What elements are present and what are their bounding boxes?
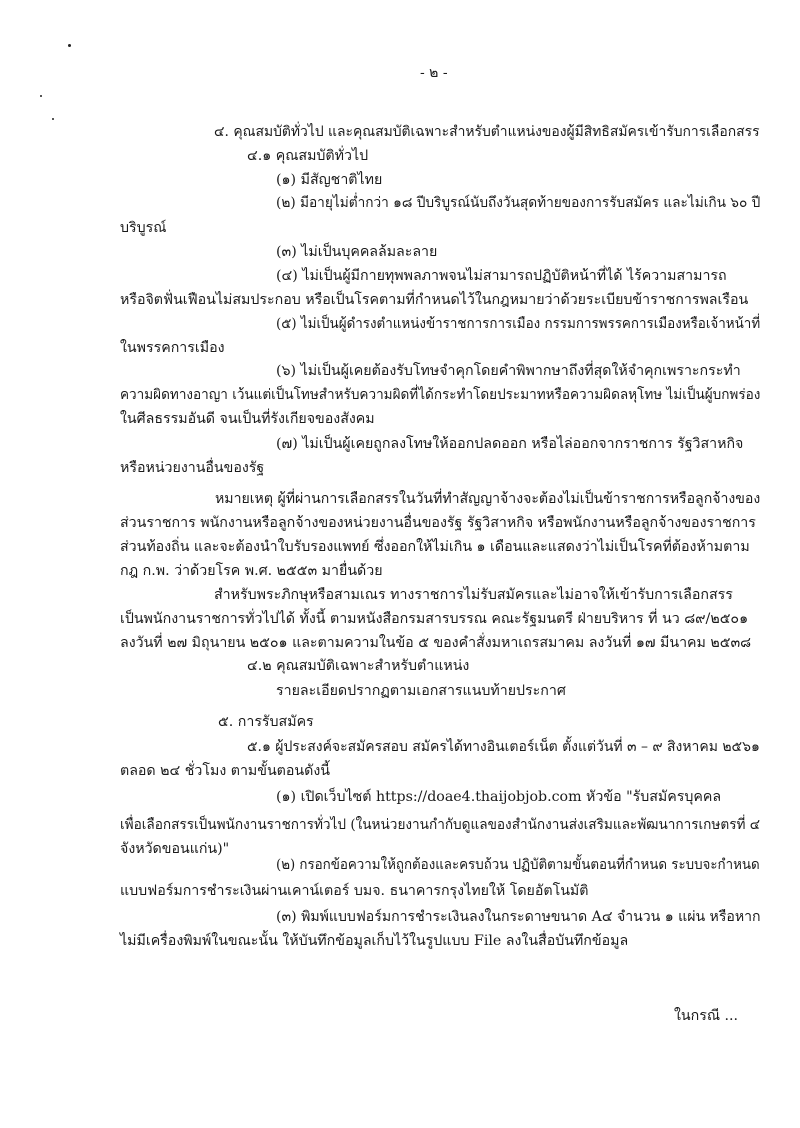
scan-speck	[52, 118, 54, 120]
qualification-6-cont-1: ความผิดทางอาญา เว้นแต่เป็นโทษสำหรับความผิดที่ได้กระทำโดยประมาทหรือความผิดลหุโทษ ไม่เป็นผู้บกพร่อง	[120, 387, 761, 403]
continuation-note: ในกรณี ...	[674, 1008, 739, 1024]
qualification-6-cont-2: ในศีลธรรมอันดี จนเป็นที่รังเกียจของสังคม	[120, 411, 375, 427]
qualification-4-cont: หรือจิตฟั่นเฟือนไม่สมประกอบ หรือเป็นโรคตามที่กำหนดไว้ในกฎหมายว่าด้วยระเบียบข้าราชการพลเรือน	[120, 292, 749, 308]
monk-note-3: ลงวันที่ ๒๗ มิถุนายน ๒๕๐๑ และตามความในข้อ ๕ ของคำสั่งมหาเถรสมาคม ลงวันที่ ๑๗ มีนาคม ๒๕๓๘	[120, 635, 752, 651]
qualification-7: (๗) ไม่เป็นผู้เคยถูกลงโทษให้ออกปลดออก หรือไล่ออกจากราชการ รัฐวิสาหกิจ	[276, 436, 744, 452]
section-4-2-heading: ๔.๒ คุณสมบัติเฉพาะสำหรับตำแหน่ง	[247, 658, 470, 674]
qualification-5: (๕) ไม่เป็นผู้ดำรงตำแหน่งข้าราชการการเมือง กรรมการพรรคการเมืองหรือเจ้าหน้าที่	[276, 316, 761, 332]
step-3-cont: ไม่มีเครื่องพิมพ์ในขณะนั้น ให้บันทึกข้อมูลเก็บไว้ในรูปแบบ File ลงในสื่อบันทึกข้อมูล	[120, 933, 629, 949]
qualification-5-cont: ในพรรคการเมือง	[120, 340, 225, 356]
qualification-1: (๑) มีสัญชาติไทย	[276, 172, 383, 188]
step-1-cont-1: เพื่อเลือกสรรเป็นพนักงานราชการทั่วไป (ในหน่วยงานกำกับดูแลของสำนักงานส่งเสริมและพัฒนาการเกษตรที่ ๔	[120, 817, 761, 833]
step-2-cont: แบบฟอร์มการชำระเงินผ่านเคาน์เตอร์ บมจ. ธนาคารกรุงไทยให้ โดยอัตโนมัติ	[120, 883, 589, 899]
section-5-heading: ๕. การรับสมัคร	[218, 714, 314, 730]
page-number: - ๒ -	[420, 65, 448, 81]
section-4-2-detail: รายละเอียดปรากฏตามเอกสารแนบท้ายประกาศ	[276, 683, 566, 699]
remark-line-4: กฎ ก.พ. ว่าด้วยโรค พ.ศ. ๒๕๕๓ มายื่นด้วย	[120, 563, 383, 579]
scan-speck	[68, 44, 71, 47]
remark-line-3: ส่วนท้องถิ่น และจะต้องนำใบรับรองแพทย์ ซึ่งออกให้ไม่เกิน ๑ เดือนและแสดงว่าไม่เป็นโรคที่ต้องห้ามตาม	[120, 539, 750, 555]
qualification-7-cont: หรือหน่วยงานอื่นของรัฐ	[120, 460, 265, 476]
qualification-2-cont: บริบูรณ์	[120, 220, 167, 236]
monk-note-2: เป็นพนักงานราชการทั่วไปได้ ทั้งนี้ ตามหนังสือกรมสารบรรณ คณะรัฐมนตรี ฝ่ายบริหาร ที่ นว ๘๙/๒๕๐๑	[120, 611, 749, 627]
scan-speck	[40, 95, 42, 97]
section-4-heading: ๔. คุณสมบัติทั่วไป และคุณสมบัติเฉพาะสำหรับตำแหน่งของผู้มีสิทธิสมัครเข้ารับการเลือกสรร	[214, 124, 760, 140]
step-2: (๒) กรอกข้อความให้ถูกต้องและครบถ้วน ปฏิบัติตามขั้นตอนที่กำหนด ระบบจะกำหนด	[276, 857, 760, 873]
qualification-2: (๒) มีอายุไม่ต่ำกว่า ๑๘ ปีบริบูรณ์นับถึงวันสุดท้ายของการรับสมัคร และไม่เกิน ๖๐ ปี	[276, 195, 761, 211]
section-5-1: ๕.๑ ผู้ประสงค์จะสมัครสอบ สมัครได้ทางอินเตอร์เน็ต ตั้งแต่วันที่ ๓ – ๙ สิงหาคม ๒๕๖๑	[247, 739, 760, 755]
section-5-1-cont: ตลอด ๒๔ ชั่วโมง ตามขั้นตอนดังนี้	[120, 763, 330, 779]
step-3: (๓) พิมพ์แบบฟอร์มการชำระเงินลงในกระดาษขนาด A๔ จำนวน ๑ แผ่น หรือหาก	[276, 909, 761, 925]
monk-note-1: สำหรับพระภิกษุหรือสามเณร ทางราชการไม่รับสมัครและไม่อาจให้เข้ารับการเลือกสรร	[214, 587, 733, 603]
step-1-cont-2: จังหวัดขอนแก่น)"	[120, 841, 230, 857]
qualification-6: (๖) ไม่เป็นผู้เคยต้องรับโทษจำคุกโดยคำพิพากษาถึงที่สุดให้จำคุกเพราะกระทำ	[276, 363, 741, 379]
qualification-3: (๓) ไม่เป็นบุคคลล้มละลาย	[276, 244, 438, 260]
remark-line-1: หมายเหตุ ผู้ที่ผ่านการเลือกสรรในวันที่ทำสัญญาจ้างจะต้องไม่เป็นข้าราชการหรือลูกจ้างของ	[215, 491, 761, 507]
qualification-4: (๔) ไม่เป็นผู้มีกายทุพพลภาพจนไม่สามารถปฏิบัติหน้าที่ได้ ไร้ความสามารถ	[276, 268, 727, 284]
remark-line-2: ส่วนราชการ พนักงานหรือลูกจ้างของหน่วยงานอื่นของรัฐ รัฐวิสาหกิจ หรือพนักงานหรือลูกจ้างของราชการ	[120, 515, 756, 531]
section-4-1-heading: ๔.๑ คุณสมบัติทั่วไป	[247, 148, 369, 164]
step-1: (๑) เปิดเว็บไซต์ https://doae4.thaijobjob.com หัวข้อ "รับสมัครบุคคล	[276, 789, 722, 805]
